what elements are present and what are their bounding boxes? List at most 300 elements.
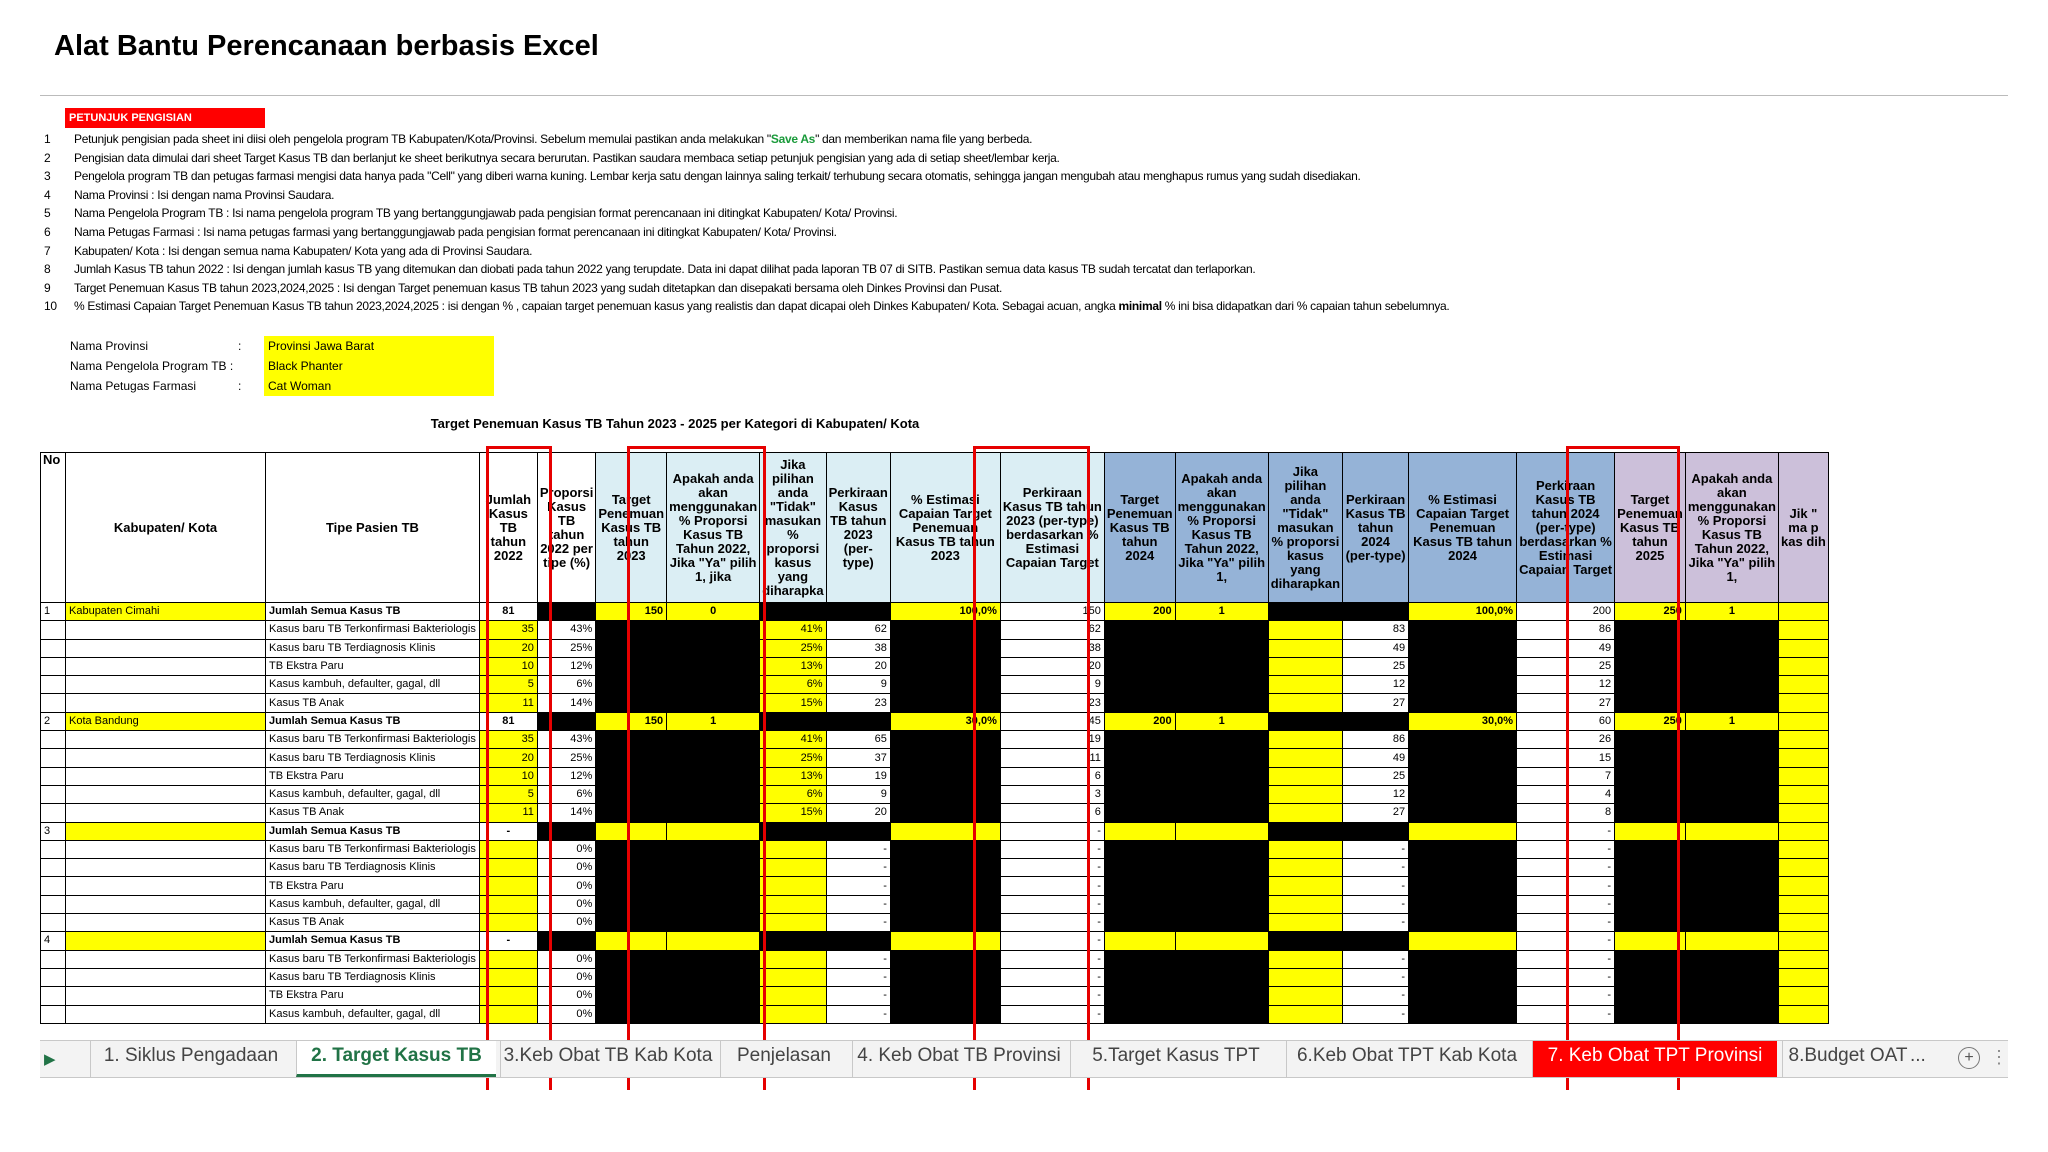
col-header-jumlah-2022[interactable]: Jumlah Kasus TB tahun 2022	[479, 453, 537, 603]
cell-jika-2025[interactable]	[1778, 785, 1828, 803]
cell-jika-2025[interactable]	[1778, 804, 1828, 822]
cell-tipe: Kasus baru TB Terdiagnosis Klinis	[266, 749, 480, 767]
cell-target-2024[interactable]	[1104, 822, 1175, 840]
tabbar-splitter-icon[interactable]: ⋮	[1990, 1047, 2008, 1067]
cell-target-2023[interactable]: 150	[596, 712, 667, 730]
cell-tipe: Kasus kambuh, defaulter, gagal, dll	[266, 676, 480, 694]
cell-perkiraan-est-2024: 26	[1517, 731, 1615, 749]
add-sheet-button[interactable]: +	[1958, 1047, 1980, 1069]
cell-jika-2025[interactable]	[1778, 767, 1828, 785]
cell-jumlah-2022[interactable]: 81	[479, 712, 537, 730]
instruction-number: 1	[44, 132, 51, 146]
cell-apakah-2024	[1175, 749, 1268, 767]
cell-jika-2023[interactable]	[760, 840, 826, 858]
cell-jika-2024[interactable]	[1268, 785, 1342, 803]
cell-perkiraan-2024: 86	[1343, 731, 1409, 749]
col-header-target-2024[interactable]: Target Penemuan Kasus TB tahun 2024	[1104, 453, 1175, 603]
cell-jika-2023[interactable]	[760, 895, 826, 913]
cell-jika-2024[interactable]	[1268, 767, 1342, 785]
cell-jika-2025[interactable]	[1778, 932, 1828, 950]
cell-proporsi-2022: 0%	[537, 877, 595, 895]
info-label: Nama Provinsi	[70, 339, 149, 353]
sheet-tab[interactable]: 3.Keb Obat TB Kab Kota	[500, 1041, 715, 1077]
cell-perkiraan-est-2023: 23	[1000, 694, 1104, 712]
cell-apakah-2023[interactable]: 0	[667, 603, 760, 621]
cell-apakah-2025	[1685, 785, 1778, 803]
sheet-tab[interactable]: 8.Budget OAT	[1782, 1041, 1913, 1077]
cell-no[interactable]: 3	[41, 822, 66, 840]
cell-jika-2025[interactable]	[1778, 822, 1828, 840]
cell-jika-2025[interactable]	[1778, 712, 1828, 730]
cell-jika-2024[interactable]	[1268, 914, 1342, 932]
instruction-text-end: % ini bisa didapatkan dari % capaian tahun sebelumnya.	[1161, 299, 1450, 314]
cell-jika-2025[interactable]	[1778, 840, 1828, 858]
cell-kabupaten	[66, 767, 266, 785]
cell-tipe: Kasus kambuh, defaulter, gagal, dll	[266, 895, 480, 913]
cell-no	[41, 694, 66, 712]
instruction-text: % Estimasi Capaian Target Penemuan Kasus TB tahun 2023,2024,2025 : isi dengan % , capaian target penemuan kasus yang realistis dan dapat dicapai oleh Dinkes Kabupaten/ Kota. Sebagai acuan, angka	[74, 299, 1119, 314]
cell-jika-2023[interactable]	[760, 968, 826, 986]
cell-estimasi-2024	[1409, 657, 1517, 675]
col-header-apakah-2024[interactable]: Apakah anda akan menggunakan % Proporsi Kasus TB Tahun 2022, Jika "Ya" pilih 1,	[1175, 453, 1268, 603]
cell-no[interactable]: 1	[41, 603, 66, 621]
highlight-box-target-2023	[627, 446, 766, 1090]
cell-target-2025[interactable]: 250	[1615, 712, 1686, 730]
sheet-tab[interactable]: 1. Siklus Pengadaan	[90, 1041, 291, 1077]
cell-no	[41, 968, 66, 986]
sheet-tab[interactable]: 4. Keb Obat TB Provinsi	[852, 1041, 1065, 1077]
cell-jumlah-2022[interactable]: 11	[479, 804, 537, 822]
cell-perkiraan-2023: 37	[826, 749, 890, 767]
cell-jika-2025[interactable]	[1778, 749, 1828, 767]
cell-no	[41, 1005, 66, 1023]
spreadsheet-area	[40, 104, 2008, 1090]
cell-apakah-2024[interactable]	[1175, 822, 1268, 840]
cell-perkiraan-2024: -	[1343, 950, 1409, 968]
cell-jika-2023[interactable]: 25%	[760, 749, 826, 767]
cell-jika-2023[interactable]	[760, 914, 826, 932]
cell-apakah-2025[interactable]	[1685, 822, 1778, 840]
cell-proporsi-2022: 0%	[537, 840, 595, 858]
cell-apakah-2025	[1685, 895, 1778, 913]
cell-jumlah-2022[interactable]: -	[479, 822, 537, 840]
cell-proporsi-2022: 12%	[537, 657, 595, 675]
cell-jika-2023[interactable]	[760, 950, 826, 968]
cell-perkiraan-est-2023: 150	[1000, 603, 1104, 621]
cell-apakah-2025	[1685, 1005, 1778, 1023]
cell-apakah-2025	[1685, 621, 1778, 639]
col-header-no[interactable]: No	[41, 453, 66, 603]
cell-apakah-2024[interactable]	[1175, 932, 1268, 950]
cell-apakah-2024[interactable]: 1	[1175, 712, 1268, 730]
cell-jika-2023[interactable]: 6%	[760, 676, 826, 694]
cell-kabupaten[interactable]	[66, 932, 266, 950]
cell-jika-2024[interactable]	[1268, 621, 1342, 639]
cell-jika-2023	[760, 822, 826, 840]
cell-proporsi-2022: 0%	[537, 895, 595, 913]
instruction-text: Pengelola program TB dan petugas farmasi mengisi data hanya pada "Cell" yang diberi warna kuning. Lembar kerja satu dengan lainnya saling terkait/ terhubung secara otomatis, sehingga jangan mengubah atau menghapus rumus yang sudah disediakan.	[74, 169, 1361, 184]
cell-perkiraan-est-2024: 4	[1517, 785, 1615, 803]
cell-perkiraan-2023: 62	[826, 621, 890, 639]
cell-perkiraan-est-2024: -	[1517, 877, 1615, 895]
cell-perkiraan-est-2023: -	[1000, 932, 1104, 950]
sheet-tab[interactable]: 2. Target Kasus TB	[296, 1041, 496, 1077]
cell-jika-2024[interactable]	[1268, 694, 1342, 712]
cell-apakah-2023[interactable]: 1	[667, 712, 760, 730]
table-row	[41, 749, 1829, 767]
cell-jika-2024[interactable]	[1268, 731, 1342, 749]
instruction-line	[40, 130, 1032, 148]
cell-target-2024	[1104, 657, 1175, 675]
cell-jika-2024[interactable]	[1268, 895, 1342, 913]
cell-jika-2024[interactable]	[1268, 859, 1342, 877]
instruction-line	[40, 242, 532, 260]
cell-perkiraan-2023	[826, 603, 890, 621]
cell-no	[41, 840, 66, 858]
cell-perkiraan-2023: -	[826, 877, 890, 895]
cell-perkiraan-est-2024: -	[1517, 859, 1615, 877]
cell-jika-2025[interactable]	[1778, 987, 1828, 1005]
cell-estimasi-2024[interactable]: 100,0%	[1409, 603, 1517, 621]
cell-jika-2025[interactable]	[1778, 914, 1828, 932]
cell-tipe: Kasus kambuh, defaulter, gagal, dll	[266, 1005, 480, 1023]
cell-perkiraan-est-2024: -	[1517, 932, 1615, 950]
cell-jika-2025[interactable]	[1778, 895, 1828, 913]
cell-jumlah-2022[interactable]: 10	[479, 657, 537, 675]
col-header-apakah-2025[interactable]: Apakah anda akan menggunakan % Proporsi Kasus TB Tahun 2022, Jika "Ya" pilih 1,	[1685, 453, 1778, 603]
col-header-apakah-2023[interactable]: Apakah anda akan menggunakan % Proporsi Kasus TB Tahun 2022, Jika "Ya" pilih 1, jika	[667, 453, 760, 603]
cell-jumlah-2022[interactable]: 35	[479, 731, 537, 749]
cell-target-2024[interactable]: 200	[1104, 603, 1175, 621]
cell-jika-2025[interactable]	[1778, 950, 1828, 968]
cell-target-2024	[1104, 950, 1175, 968]
cell-tipe: Jumlah Semua Kasus TB	[266, 603, 480, 621]
cell-perkiraan-2024: 83	[1343, 621, 1409, 639]
cell-estimasi-2024	[1409, 859, 1517, 877]
cell-jika-2024[interactable]	[1268, 676, 1342, 694]
cell-estimasi-2024	[1409, 621, 1517, 639]
cell-perkiraan-2023: -	[826, 987, 890, 1005]
instruction-line	[40, 279, 1002, 297]
cell-jumlah-2022[interactable]: 35	[479, 621, 537, 639]
cell-no	[41, 914, 66, 932]
cell-jika-2023[interactable]: 6%	[760, 785, 826, 803]
cell-no	[41, 859, 66, 877]
cell-jika-2023[interactable]: 41%	[760, 621, 826, 639]
sheet-tab-bar	[40, 1040, 2008, 1078]
cell-jika-2023[interactable]: 25%	[760, 639, 826, 657]
cell-kabupaten[interactable]: Kota Bandung	[66, 712, 266, 730]
cell-jika-2023[interactable]: 15%	[760, 804, 826, 822]
sheet-tab[interactable]: Penjelasan	[720, 1041, 847, 1077]
instruction-number: 6	[44, 225, 51, 239]
instruction-text: Nama Provinsi : Isi dengan nama Provinsi Saudara.	[74, 187, 335, 202]
cell-jika-2024[interactable]	[1268, 657, 1342, 675]
cell-estimasi-2024	[1409, 749, 1517, 767]
instruction-text: Nama Pengelola Program TB : Isi nama pengelola program TB yang bertanggungjawab pada pengisian format perencanaan ini ditingkat Kabupaten/ Kota/ Provinsi.	[74, 206, 898, 221]
instruction-text-end: " dan memberikan nama file yang berbeda.	[815, 132, 1033, 146]
cell-tipe: TB Ekstra Paru	[266, 657, 480, 675]
cell-tipe: TB Ekstra Paru	[266, 767, 480, 785]
cell-estimasi-2024	[1409, 987, 1517, 1005]
col-header-perkiraan-2024[interactable]: Perkiraan Kasus TB tahun 2024 (per-type)	[1343, 453, 1409, 603]
cell-jumlah-2022[interactable]: 81	[479, 603, 537, 621]
cell-no	[41, 987, 66, 1005]
cell-perkiraan-2023: 65	[826, 731, 890, 749]
cell-jika-2025[interactable]	[1778, 694, 1828, 712]
cell-estimasi-2024	[1409, 895, 1517, 913]
cell-estimasi-2024[interactable]	[1409, 822, 1517, 840]
cell-proporsi-2022: 43%	[537, 731, 595, 749]
more-tabs-button[interactable]: ...	[1910, 1045, 1926, 1066]
cell-tipe: Kasus baru TB Terdiagnosis Klinis	[266, 639, 480, 657]
cell-estimasi-2024	[1409, 731, 1517, 749]
cell-kabupaten	[66, 785, 266, 803]
col-header-estimasi-2024[interactable]: % Estimasi Capaian Target Penemuan Kasus TB tahun 2024	[1409, 453, 1517, 603]
col-header-tipe[interactable]: Tipe Pasien TB	[266, 453, 480, 603]
cell-estimasi-2023[interactable]: 100,0%	[890, 603, 1000, 621]
col-header-perkiraan-2023[interactable]: Perkiraan Kasus TB tahun 2023 (per-type)	[826, 453, 890, 603]
cell-apakah-2024	[1175, 987, 1268, 1005]
info-value-field[interactable]: Black Phanter	[264, 356, 494, 376]
cell-jika-2023[interactable]: 13%	[760, 657, 826, 675]
cell-jika-2023[interactable]: 13%	[760, 767, 826, 785]
cell-jika-2023	[760, 603, 826, 621]
sheet-tab[interactable]: 6.Keb Obat TPT Kab Kota	[1286, 1041, 1527, 1077]
cell-perkiraan-2024: 27	[1343, 694, 1409, 712]
cell-target-2025[interactable]: 250	[1615, 603, 1686, 621]
cell-perkiraan-est-2023: 11	[1000, 749, 1104, 767]
cell-jika-2025[interactable]	[1778, 859, 1828, 877]
col-header-kab[interactable]: Kabupaten/ Kota	[66, 453, 266, 603]
cell-tipe: Kasus baru TB Terkonfirmasi Bakteriologis	[266, 621, 480, 639]
cell-apakah-2025	[1685, 968, 1778, 986]
cell-perkiraan-2024: -	[1343, 877, 1409, 895]
cell-apakah-2025	[1685, 840, 1778, 858]
cell-apakah-2025	[1685, 877, 1778, 895]
cell-estimasi-2024[interactable]: 30,0%	[1409, 712, 1517, 730]
cell-kabupaten[interactable]	[66, 822, 266, 840]
cell-perkiraan-2023	[826, 932, 890, 950]
cell-jika-2023[interactable]	[760, 1005, 826, 1023]
cell-proporsi-2022: 25%	[537, 749, 595, 767]
cell-perkiraan-2023: 23	[826, 694, 890, 712]
cell-perkiraan-2024	[1343, 932, 1409, 950]
cell-apakah-2024	[1175, 895, 1268, 913]
table-row	[41, 639, 1829, 657]
cell-apakah-2025	[1685, 731, 1778, 749]
cell-proporsi-2022: 6%	[537, 676, 595, 694]
summary-row	[41, 603, 1829, 621]
cell-jika-2024[interactable]	[1268, 749, 1342, 767]
cell-jika-2024[interactable]	[1268, 1005, 1342, 1023]
col-header-perkiraan-est-2024[interactable]: Perkiraan Kasus TB tahun 2024 (per-type) berdasarkan % Estimasi Capaian Target	[1517, 453, 1615, 603]
cell-jika-2023[interactable]: 15%	[760, 694, 826, 712]
cell-jika-2024[interactable]	[1268, 968, 1342, 986]
cell-perkiraan-2023: 9	[826, 676, 890, 694]
cell-apakah-2025	[1685, 950, 1778, 968]
cell-perkiraan-2024: -	[1343, 840, 1409, 858]
cell-perkiraan-2024: 27	[1343, 804, 1409, 822]
col-header-jika-2025[interactable]: Jik " ma p kas dih	[1778, 453, 1828, 603]
cell-jumlah-2022[interactable]: 20	[479, 639, 537, 657]
cell-target-2024	[1104, 767, 1175, 785]
cell-perkiraan-est-2024: -	[1517, 840, 1615, 858]
instruction-number: 2	[44, 150, 51, 165]
table-row	[41, 840, 1829, 858]
cell-perkiraan-2024	[1343, 712, 1409, 730]
cell-jumlah-2022[interactable]: 20	[479, 749, 537, 767]
cell-estimasi-2024[interactable]	[1409, 932, 1517, 950]
cell-target-2024	[1104, 914, 1175, 932]
summary-row	[41, 712, 1829, 730]
cell-perkiraan-2023: -	[826, 840, 890, 858]
cell-jika-2025[interactable]	[1778, 877, 1828, 895]
cell-no[interactable]: 2	[41, 712, 66, 730]
cell-no[interactable]: 4	[41, 932, 66, 950]
table-row	[41, 657, 1829, 675]
cell-apakah-2024	[1175, 694, 1268, 712]
instruction-number: 5	[44, 206, 51, 221]
cell-proporsi-2022: 12%	[537, 767, 595, 785]
cell-perkiraan-est-2023: -	[1000, 914, 1104, 932]
col-header-target-2023[interactable]: Target Penemuan Kasus TB tahun 2023	[596, 453, 667, 603]
cell-jika-2024[interactable]	[1268, 877, 1342, 895]
tab-scroll-right-icon[interactable]: ▶	[44, 1051, 56, 1068]
cell-target-2024	[1104, 785, 1175, 803]
cell-proporsi-2022: 14%	[537, 804, 595, 822]
cell-tipe: Kasus kambuh, defaulter, gagal, dll	[266, 785, 480, 803]
col-header-perkiraan-est-2023[interactable]: Perkiraan Kasus TB tahun 2023 (per-type) berdasarkan % Estimasi Capaian Target	[1000, 453, 1104, 603]
cell-jika-2024[interactable]	[1268, 840, 1342, 858]
cell-kabupaten	[66, 804, 266, 822]
cell-perkiraan-est-2023: -	[1000, 822, 1104, 840]
sheet-tab[interactable]: 5.Target Kasus TPT	[1070, 1041, 1281, 1077]
cell-proporsi-2022: 0%	[537, 859, 595, 877]
cell-tipe: Kasus TB Anak	[266, 694, 480, 712]
summary-row	[41, 822, 1829, 840]
cell-apakah-2024	[1175, 1005, 1268, 1023]
cell-apakah-2025[interactable]	[1685, 932, 1778, 950]
cell-perkiraan-2024: -	[1343, 859, 1409, 877]
cell-jumlah-2022[interactable]: 10	[479, 767, 537, 785]
cell-target-2024	[1104, 621, 1175, 639]
instruction-line	[40, 167, 1361, 185]
cell-jika-2025[interactable]	[1778, 603, 1828, 621]
cell-jika-2023[interactable]	[760, 877, 826, 895]
cell-perkiraan-est-2024: -	[1517, 914, 1615, 932]
col-header-jika-2024[interactable]: Jika pilihan anda "Tidak" masukan % proporsi kasus yang diharapkan	[1268, 453, 1342, 603]
cell-perkiraan-est-2023: -	[1000, 1005, 1104, 1023]
cell-estimasi-2024	[1409, 804, 1517, 822]
cell-jika-2025[interactable]	[1778, 657, 1828, 675]
cell-perkiraan-est-2024: 12	[1517, 676, 1615, 694]
cell-jika-2024[interactable]	[1268, 987, 1342, 1005]
cell-jumlah-2022[interactable]: 11	[479, 694, 537, 712]
cell-target-2024	[1104, 639, 1175, 657]
cell-estimasi-2024	[1409, 840, 1517, 858]
cell-perkiraan-2024: 25	[1343, 657, 1409, 675]
cell-apakah-2024	[1175, 767, 1268, 785]
cell-tipe: TB Ekstra Paru	[266, 987, 480, 1005]
cell-kabupaten	[66, 731, 266, 749]
cell-jika-2025[interactable]	[1778, 1005, 1828, 1023]
cell-kabupaten	[66, 968, 266, 986]
cell-target-2024[interactable]	[1104, 932, 1175, 950]
col-header-target-2025[interactable]: Target Penemuan Kasus TB tahun 2025	[1615, 453, 1686, 603]
cell-perkiraan-2023: -	[826, 950, 890, 968]
cell-jumlah-2022[interactable]: -	[479, 932, 537, 950]
cell-jika-2024	[1268, 932, 1342, 950]
cell-perkiraan-2023: -	[826, 914, 890, 932]
cell-perkiraan-2023: 9	[826, 785, 890, 803]
cell-target-2023[interactable]: 150	[596, 603, 667, 621]
highlight-box-estimasi-2024	[1566, 446, 1680, 1090]
cell-jika-2024	[1268, 822, 1342, 840]
cell-perkiraan-2024: -	[1343, 895, 1409, 913]
cell-kabupaten	[66, 840, 266, 858]
cell-jika-2024[interactable]	[1268, 639, 1342, 657]
cell-target-2024[interactable]: 200	[1104, 712, 1175, 730]
cell-jika-2025[interactable]	[1778, 676, 1828, 694]
col-header-jika-2023[interactable]: Jika pilihan anda "Tidak" masukan % proporsi kasus yang diharapka	[760, 453, 826, 603]
cell-jumlah-2022[interactable]: 5	[479, 785, 537, 803]
cell-jumlah-2022[interactable]: 5	[479, 676, 537, 694]
cell-no	[41, 731, 66, 749]
cell-jika-2024[interactable]	[1268, 950, 1342, 968]
info-value-field[interactable]: Cat Woman	[264, 376, 494, 396]
instruction-number: 8	[44, 262, 51, 277]
cell-jika-2025[interactable]	[1778, 731, 1828, 749]
cell-jika-2023[interactable]	[760, 859, 826, 877]
cell-apakah-2024	[1175, 914, 1268, 932]
title-divider	[40, 95, 2008, 96]
cell-perkiraan-2023: -	[826, 968, 890, 986]
cell-jika-2025[interactable]	[1778, 621, 1828, 639]
cell-tipe: Kasus TB Anak	[266, 804, 480, 822]
cell-kabupaten	[66, 859, 266, 877]
cell-apakah-2024	[1175, 877, 1268, 895]
cell-jika-2025[interactable]	[1778, 639, 1828, 657]
cell-perkiraan-est-2023: -	[1000, 987, 1104, 1005]
cell-apakah-2025[interactable]: 1	[1685, 712, 1778, 730]
cell-perkiraan-est-2024: 27	[1517, 694, 1615, 712]
cell-no	[41, 639, 66, 657]
info-value-field[interactable]: Provinsi Jawa Barat	[264, 336, 494, 356]
cell-jika-2024[interactable]	[1268, 804, 1342, 822]
cell-apakah-2024[interactable]: 1	[1175, 603, 1268, 621]
cell-estimasi-2023[interactable]: 30,0%	[890, 712, 1000, 730]
cell-apakah-2025	[1685, 749, 1778, 767]
col-header-estimasi-2023[interactable]: % Estimasi Capaian Target Penemuan Kasus TB tahun 2023	[890, 453, 1000, 603]
cell-apakah-2025[interactable]: 1	[1685, 603, 1778, 621]
cell-perkiraan-2023	[826, 822, 890, 840]
cell-kabupaten[interactable]: Kabupaten Cimahi	[66, 603, 266, 621]
cell-jika-2025[interactable]	[1778, 968, 1828, 986]
cell-jika-2023[interactable]: 41%	[760, 731, 826, 749]
cell-jika-2023[interactable]	[760, 987, 826, 1005]
sheet-tab[interactable]: 7. Keb Obat TPT Provinsi	[1532, 1041, 1777, 1077]
cell-apakah-2024	[1175, 804, 1268, 822]
col-header-proporsi-2022[interactable]: Proporsi Kasus TB tahun 2022 per tipe (%)	[537, 453, 595, 603]
cell-target-2024	[1104, 840, 1175, 858]
cell-no	[41, 676, 66, 694]
cell-estimasi-2024	[1409, 1005, 1517, 1023]
cell-no	[41, 657, 66, 675]
cell-target-2024	[1104, 987, 1175, 1005]
cell-kabupaten	[66, 1005, 266, 1023]
cell-apakah-2024	[1175, 657, 1268, 675]
